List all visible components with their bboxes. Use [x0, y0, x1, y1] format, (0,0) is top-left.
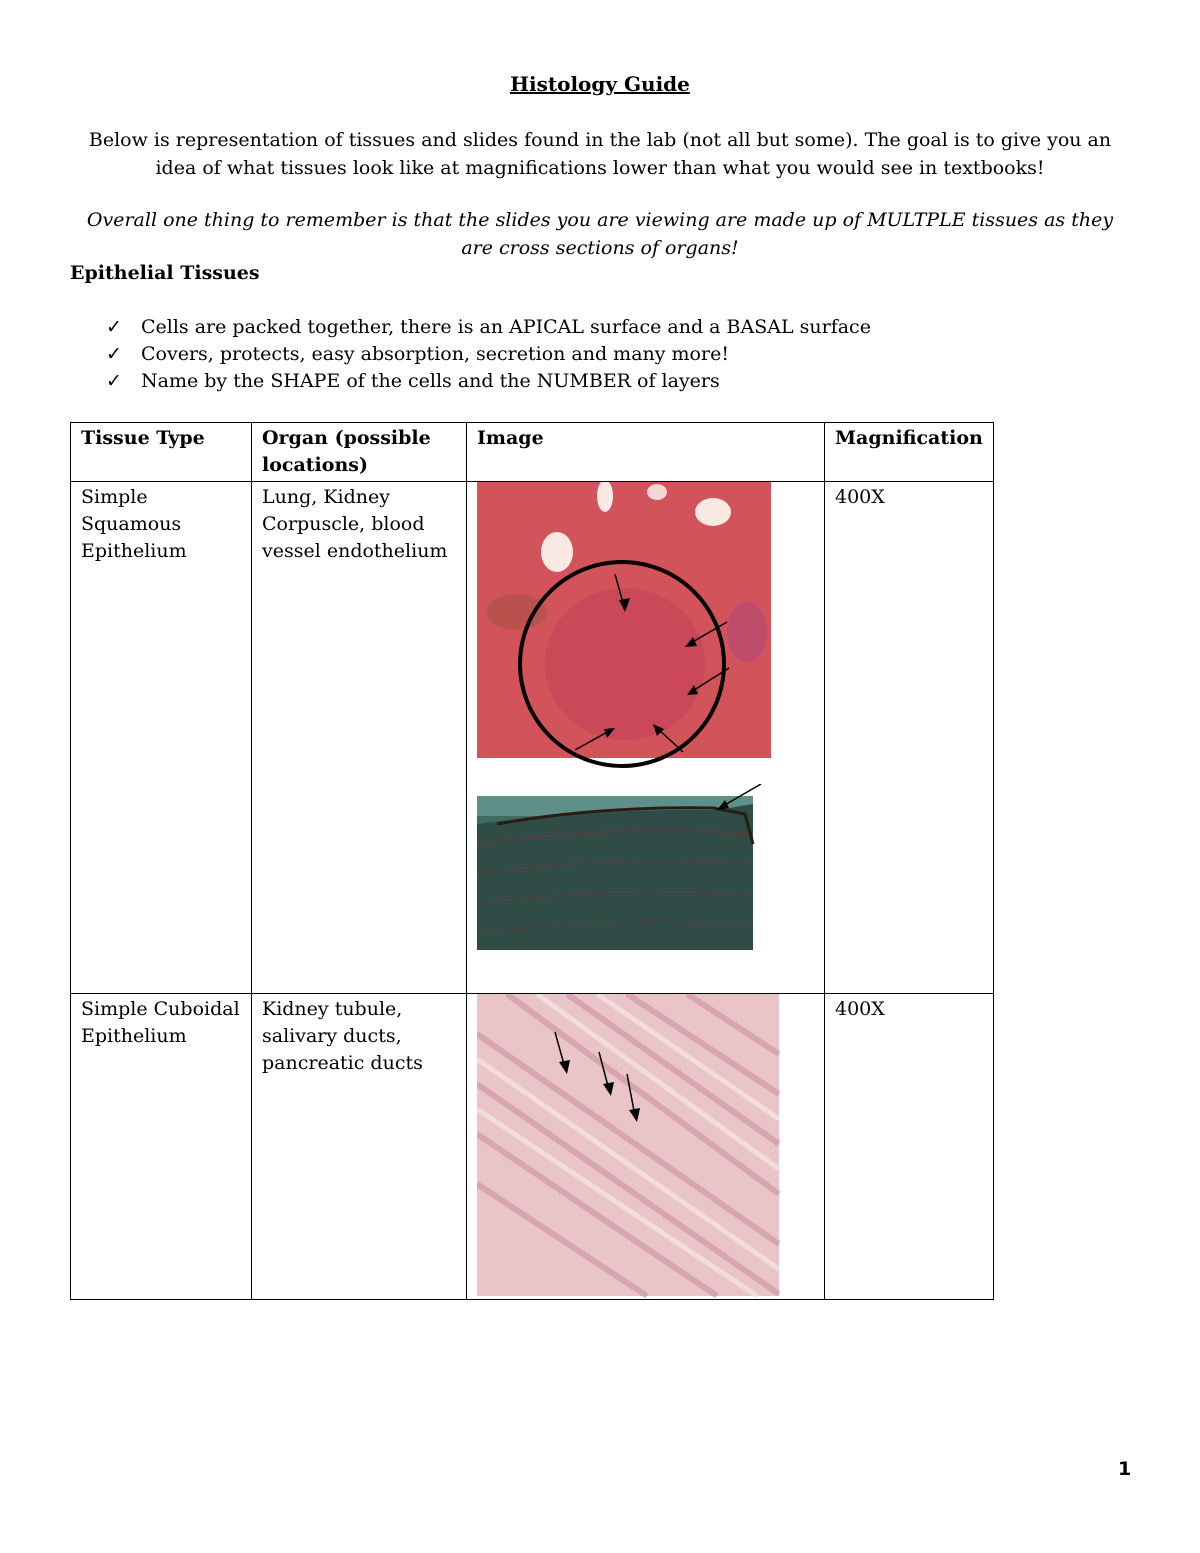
column-header: Organ (possible locations): [252, 423, 467, 482]
table-row: [71, 482, 994, 994]
image-cell: [467, 482, 825, 994]
bullet-text: Covers, protects, easy absorption, secretion and many more!: [141, 343, 729, 365]
tissue-table: [70, 422, 994, 1300]
magnification-cell: 400X: [825, 994, 994, 1300]
check-mark-icon: ✓: [106, 370, 122, 392]
blood-vessel-endothelium-micrograph: [477, 784, 777, 954]
kidney-glomerulus-micrograph: [477, 482, 777, 772]
section-heading: Epithelial Tissues: [70, 262, 260, 284]
tissue-type-cell: Simple Cuboidal Epithelium: [71, 994, 252, 1300]
column-header: Image: [467, 423, 825, 482]
kidney-tubule-micrograph: [477, 994, 781, 1298]
organ-cell: Kidney tubule, salivary ducts, pancreatic ducts: [252, 994, 467, 1300]
table-header-row: [71, 423, 994, 482]
reminder-note: Overall one thing to remember is that the slides you are viewing are made up of MULTPLE tissues as they are cross sections of organs!: [86, 209, 1114, 259]
column-header: Tissue Type: [71, 423, 252, 482]
magnification-cell: 400X: [825, 482, 994, 994]
list-item: [106, 368, 871, 395]
organ-cell: Lung, Kidney Corpuscle, blood vessel endothelium: [252, 482, 467, 994]
column-header: Magnification: [825, 423, 994, 482]
intro-paragraph: Below is representation of tissues and slides found in the lab (not all but some). The goal is to give you an idea of what tissues look like at magnifications lower than what you would see in textbooks!: [88, 129, 1112, 179]
list-item: [106, 341, 871, 368]
check-mark-icon: ✓: [106, 316, 122, 338]
check-mark-icon: ✓: [106, 343, 122, 365]
bullet-text: Name by the SHAPE of the cells and the NUMBER of layers: [141, 370, 720, 392]
page-title: Histology Guide: [510, 72, 690, 96]
table-row: [71, 994, 994, 1300]
bullet-text: Cells are packed together, there is an APICAL surface and a BASAL surface: [141, 316, 871, 338]
tissue-type-cell: Simple Squamous Epithelium: [71, 482, 252, 994]
page-number: 1: [1118, 1458, 1132, 1480]
list-item: [106, 314, 871, 341]
image-cell: [467, 994, 825, 1300]
bullet-list: [106, 314, 871, 395]
